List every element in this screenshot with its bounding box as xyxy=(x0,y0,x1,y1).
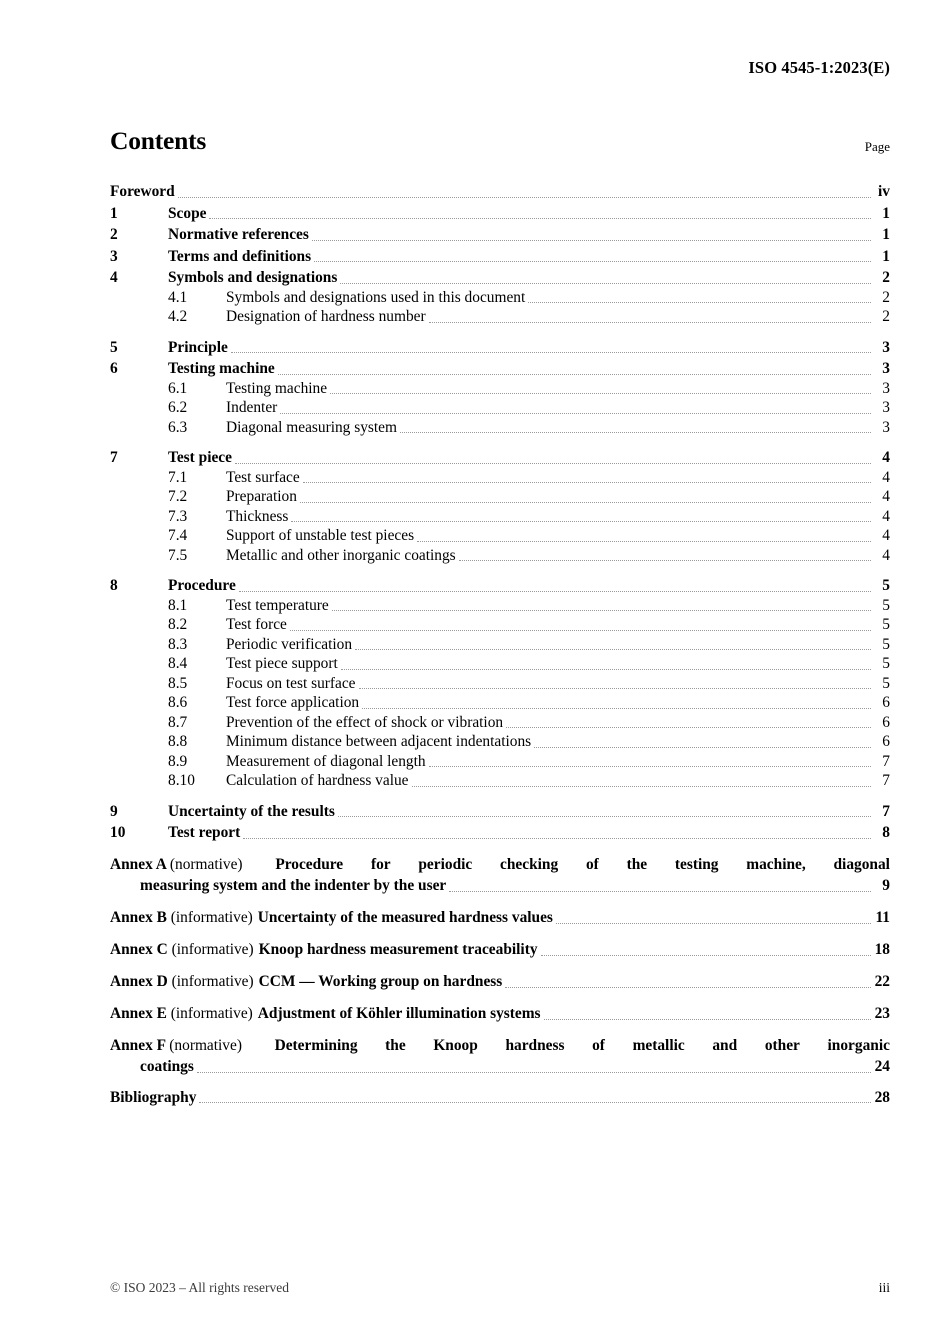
toc-entry-page: 7 xyxy=(882,802,890,820)
toc-entry-label: Test report xyxy=(168,824,241,841)
dot-leader xyxy=(340,283,871,284)
toc-entry-page: 1 xyxy=(882,247,890,265)
toc-entry-number: 8 xyxy=(110,577,118,594)
toc-entry-page: 2 xyxy=(882,308,890,325)
toc-entry-number: 8.6 xyxy=(168,694,188,711)
dot-leader xyxy=(291,521,871,522)
toc-subclause-entry[interactable] xyxy=(110,635,890,655)
annex-title-word: the xyxy=(626,855,648,873)
annex-label: Annex C xyxy=(110,940,168,958)
toc-entry-label: Symbols and designations used in this document xyxy=(226,288,526,306)
toc-entry-number: 5 xyxy=(110,338,118,356)
annex-label: Annex F xyxy=(110,1036,166,1054)
toc-entry-label: Test force application xyxy=(226,694,360,711)
toc-entry-number: 6 xyxy=(110,360,118,377)
annex-title-word: of xyxy=(585,855,599,873)
annex-title-word: other xyxy=(764,1036,800,1054)
toc-subclause-entry[interactable] xyxy=(110,526,890,546)
toc-annex-line-2 xyxy=(110,1056,890,1077)
toc-subclause-entry[interactable] xyxy=(110,418,890,438)
dot-leader xyxy=(209,218,871,219)
toc-clause-entry[interactable] xyxy=(110,182,890,202)
document-footer xyxy=(110,1280,890,1300)
toc-clause-entry[interactable] xyxy=(110,802,890,822)
dot-leader xyxy=(300,502,871,503)
dot-leader xyxy=(359,688,871,689)
toc-entry-number: 7.5 xyxy=(168,546,188,564)
toc-entry-page: 4 xyxy=(882,527,890,544)
toc-clause-entry[interactable] xyxy=(110,823,890,843)
toc-entry-page: 6 xyxy=(882,713,890,731)
toc-entry-number: 7 xyxy=(110,449,118,466)
annex-kind: (informative) xyxy=(171,972,254,990)
toc-annex-line xyxy=(110,907,890,928)
toc-subclause-entry[interactable] xyxy=(110,398,890,418)
dot-leader xyxy=(541,955,871,956)
toc-entry-page: iv xyxy=(878,183,890,200)
dot-leader xyxy=(280,413,871,414)
annex-kind: (normative) xyxy=(169,1036,242,1054)
toc-entry-label: Designation of hardness number xyxy=(226,308,426,325)
toc-entry-page: 5 xyxy=(882,674,890,692)
copyright-notice: © ISO 2023 – All rights reserved xyxy=(110,1280,289,1295)
toc-clause-entry[interactable] xyxy=(110,268,890,288)
annex-title-word: Procedure xyxy=(275,855,344,873)
annex-head-group xyxy=(110,1003,258,1024)
annex-label: Annex E xyxy=(110,1004,167,1022)
toc-subclause-entry[interactable] xyxy=(110,654,890,674)
annex-label: Annex B xyxy=(110,908,167,926)
toc-entry-number: 6.1 xyxy=(168,379,188,397)
toc-clause-entry[interactable] xyxy=(110,247,890,267)
toc-entry-number: 4.1 xyxy=(168,288,188,306)
toc-annex-line-2 xyxy=(110,875,890,896)
toc-subclause-entry[interactable] xyxy=(110,693,890,713)
toc-entry-page: 2 xyxy=(882,288,890,306)
annex-label: Annex D xyxy=(110,972,168,990)
annex-title-word: checking xyxy=(500,855,559,873)
dot-leader xyxy=(290,630,871,631)
toc-entry-label: Calculation of hardness value xyxy=(226,772,409,789)
toc-subclause-entry[interactable] xyxy=(110,288,890,308)
toc-entry-label: Procedure xyxy=(168,577,236,594)
toc-entry-number: 6.3 xyxy=(168,418,188,436)
page-title: Contents xyxy=(110,126,207,155)
toc-entry-page: 11 xyxy=(875,908,890,926)
toc-annex-line xyxy=(110,939,890,960)
dot-leader xyxy=(544,1019,871,1020)
toc-entry-label: Test temperature xyxy=(226,596,329,614)
toc-subclause-entry[interactable] xyxy=(110,674,890,694)
dot-leader xyxy=(506,727,871,728)
toc-entry-label: Terms and definitions xyxy=(168,247,312,265)
toc-entry-page: 18 xyxy=(874,940,890,958)
dot-leader xyxy=(332,610,871,611)
toc-entry-number: 8.2 xyxy=(168,616,188,633)
toc-entry-page: 5 xyxy=(882,616,890,633)
toc-clause-entry[interactable] xyxy=(110,359,890,379)
toc-entry-number: 9 xyxy=(110,802,118,820)
toc-entry-label: Support of unstable test pieces xyxy=(226,527,415,544)
dot-leader xyxy=(312,240,871,241)
toc-annex-entry[interactable] xyxy=(110,854,890,896)
toc-entry-label: Test piece support xyxy=(226,655,338,672)
toc-bibliography-entry[interactable] xyxy=(110,1088,890,1108)
dot-leader xyxy=(338,816,871,817)
toc-annex-entry[interactable] xyxy=(110,971,890,992)
toc-subclause-entry[interactable] xyxy=(110,468,890,488)
toc-clause-entry[interactable] xyxy=(110,338,890,358)
page-column-header: Page xyxy=(864,139,890,154)
toc-entry-page: 8 xyxy=(882,824,890,841)
annex-title-word: of xyxy=(592,1036,605,1054)
dot-leader xyxy=(449,891,871,892)
toc-entry-page: 1 xyxy=(882,204,890,222)
annex-title-word: machine, xyxy=(746,855,806,873)
toc-entry-number: 8.10 xyxy=(168,772,195,789)
toc-subclause-entry[interactable] xyxy=(110,732,890,752)
toc-entry-page: 5 xyxy=(882,635,890,653)
toc-entry-label: Foreword xyxy=(110,183,175,200)
toc-clause-entry[interactable] xyxy=(110,225,890,245)
toc-entry-label: Diagonal measuring system xyxy=(226,418,397,436)
dot-leader xyxy=(412,786,872,787)
toc-entry-number: 8.9 xyxy=(168,752,188,770)
annex-title: CCM — Working group on hardness xyxy=(258,972,503,990)
toc-entry-label: Testing machine xyxy=(226,379,328,397)
toc-entry-page: 5 xyxy=(882,577,890,594)
toc-annex-entry[interactable] xyxy=(110,939,890,960)
toc-annex-entry[interactable] xyxy=(110,1035,890,1077)
dot-leader xyxy=(362,708,871,709)
annex-title: Uncertainty of the measured hardness values xyxy=(257,908,553,926)
toc-entry-number: 10 xyxy=(110,824,126,841)
dot-leader xyxy=(243,838,871,839)
toc-entry-label: Testing machine xyxy=(168,360,275,377)
toc-annex-line-1 xyxy=(110,1035,890,1056)
document-header: ISO 4545-1:2023(E) xyxy=(748,58,890,77)
toc-entry-label: Symbols and designations xyxy=(168,269,338,286)
toc-entry-label: Minimum distance between adjacent indentations xyxy=(226,733,532,750)
toc-entry-label: Bibliography xyxy=(110,1088,197,1106)
toc-subclause-entry[interactable] xyxy=(110,307,890,327)
toc-entry-number: 7.1 xyxy=(168,468,188,486)
toc-annex-entry[interactable] xyxy=(110,907,890,928)
annex-head-group xyxy=(110,854,248,875)
table-of-contents xyxy=(110,182,890,1107)
toc-annex-line xyxy=(110,1003,890,1024)
toc-entry-page: 6 xyxy=(882,733,890,750)
toc-entry-label: Periodic verification xyxy=(226,635,353,653)
toc-entry-page: 3 xyxy=(882,418,890,436)
toc-entry-label: Metallic and other inorganic coatings xyxy=(226,546,456,564)
dot-leader xyxy=(355,649,871,650)
toc-annex-line-1 xyxy=(110,854,890,875)
annex-title-word: inorganic xyxy=(827,1036,890,1054)
toc-clause-entry[interactable] xyxy=(110,576,890,596)
annex-title-word: the xyxy=(385,1036,406,1054)
toc-entry-number: 8.8 xyxy=(168,733,188,750)
toc-entry-page: 4 xyxy=(882,488,890,505)
annex-title-word: metallic xyxy=(632,1036,685,1054)
dot-leader xyxy=(528,302,871,303)
annex-title-word: for xyxy=(370,855,391,873)
annex-title-word: hardness xyxy=(505,1036,565,1054)
annex-title-word: testing xyxy=(674,855,719,873)
toc-annex-entry[interactable] xyxy=(110,1003,890,1024)
toc-entry-number: 4 xyxy=(110,269,118,286)
toc-entry-label: Indenter xyxy=(226,399,278,416)
toc-subclause-entry[interactable] xyxy=(110,615,890,635)
toc-entry-page: 5 xyxy=(882,655,890,672)
toc-entry-label: Normative references xyxy=(168,226,309,243)
annex-head-group xyxy=(110,1035,247,1056)
toc-entry-page: 7 xyxy=(882,772,890,789)
toc-entry-page: 24 xyxy=(874,1057,890,1075)
annex-head-group xyxy=(110,971,259,992)
annex-title: Knoop hardness measurement traceability xyxy=(258,940,538,958)
dot-leader xyxy=(239,591,871,592)
toc-entry-page: 4 xyxy=(882,468,890,486)
dot-leader xyxy=(197,1072,871,1073)
toc-entry-number: 8.4 xyxy=(168,655,188,672)
dot-leader xyxy=(534,747,871,748)
toc-entry-page: 3 xyxy=(882,399,890,416)
toc-subclause-entry[interactable] xyxy=(110,379,890,399)
dot-leader xyxy=(459,560,871,561)
dot-leader xyxy=(314,261,871,262)
toc-subclause-entry[interactable] xyxy=(110,546,890,566)
dot-leader xyxy=(505,987,871,988)
dot-leader xyxy=(556,923,871,924)
toc-entry-page: 22 xyxy=(874,972,890,990)
annex-title-continued: measuring system and the indenter by the user xyxy=(140,876,447,894)
toc-entry-number: 7.4 xyxy=(168,527,188,544)
toc-entry-page: 3 xyxy=(882,379,890,397)
toc-subclause-entry[interactable] xyxy=(110,596,890,616)
dot-leader xyxy=(235,463,871,464)
toc-entry-number: 8.7 xyxy=(168,713,188,731)
toc-entry-label: Scope xyxy=(168,204,207,222)
toc-entry-number: 7.2 xyxy=(168,488,188,505)
annex-kind: (normative) xyxy=(169,855,243,873)
dot-leader xyxy=(199,1102,871,1103)
annex-label: Annex A xyxy=(110,855,167,873)
annex-title: Adjustment of Köhler illumination systems xyxy=(257,1004,541,1022)
toc-entry-page: 3 xyxy=(882,338,890,356)
dot-leader xyxy=(303,482,871,483)
toc-entry-number: 8.5 xyxy=(168,674,188,692)
toc-entry-number: 8.3 xyxy=(168,635,188,653)
toc-entry-number: 2 xyxy=(110,226,118,243)
annex-title-word: and xyxy=(712,1036,738,1054)
toc-entry-label: Measurement of diagonal length xyxy=(226,752,426,770)
toc-entry-page: 4 xyxy=(882,507,890,525)
annex-title-word: diagonal xyxy=(833,855,890,873)
annex-kind: (informative) xyxy=(171,940,254,958)
annex-kind: (informative) xyxy=(170,908,253,926)
toc-entry-number: 1 xyxy=(110,204,118,222)
toc-entry-page: 23 xyxy=(874,1004,890,1022)
toc-entry-number: 7.3 xyxy=(168,507,188,525)
annex-title-word: Determining xyxy=(274,1036,358,1054)
toc-subclause-entry[interactable] xyxy=(110,487,890,507)
dot-leader xyxy=(429,322,871,323)
dot-leader xyxy=(231,352,871,353)
annex-title-word: Knoop xyxy=(433,1036,478,1054)
toc-subclause-entry[interactable] xyxy=(110,713,890,733)
dot-leader xyxy=(330,393,871,394)
annex-kind: (informative) xyxy=(170,1004,253,1022)
dot-leader xyxy=(341,669,871,670)
toc-entry-page: 9 xyxy=(882,876,890,894)
annex-title-word: periodic xyxy=(418,855,473,873)
toc-entry-number: 3 xyxy=(110,247,118,265)
dot-leader xyxy=(178,197,871,198)
toc-entry-page: 3 xyxy=(882,360,890,377)
annex-head-group xyxy=(110,907,258,928)
dot-leader xyxy=(429,766,871,767)
annex-title-continued: coatings xyxy=(140,1057,194,1075)
toc-entry-label: Test piece xyxy=(168,449,232,466)
dot-leader xyxy=(278,374,871,375)
toc-entry-label: Focus on test surface xyxy=(226,674,356,692)
toc-entry-label: Uncertainty of the results xyxy=(168,802,335,820)
dot-leader xyxy=(417,541,871,542)
toc-entry-page: 2 xyxy=(882,269,890,286)
toc-annex-line xyxy=(110,971,890,992)
toc-subclause-entry[interactable] xyxy=(110,752,890,772)
toc-entry-number: 6.2 xyxy=(168,399,188,416)
toc-entry-number: 8.1 xyxy=(168,596,188,614)
toc-entry-page: 1 xyxy=(882,226,890,243)
toc-entry-page: 28 xyxy=(874,1088,890,1106)
toc-entry-label: Principle xyxy=(168,338,228,356)
toc-entry-label: Thickness xyxy=(226,507,289,525)
toc-subclause-entry[interactable] xyxy=(110,507,890,527)
dot-leader xyxy=(400,432,871,433)
toc-entry-page: 6 xyxy=(882,694,890,711)
toc-entry-number: 4.2 xyxy=(168,308,188,325)
toc-entry-label: Test force xyxy=(226,616,287,633)
annex-head-group xyxy=(110,939,259,960)
toc-entry-page: 7 xyxy=(882,752,890,770)
contents-title-row xyxy=(110,128,890,164)
toc-clause-entry[interactable] xyxy=(110,204,890,224)
toc-entry-label: Test surface xyxy=(226,468,300,486)
toc-entry-label: Preparation xyxy=(226,488,297,505)
toc-entry-label: Prevention of the effect of shock or vibration xyxy=(226,713,504,731)
toc-subclause-entry[interactable] xyxy=(110,771,890,791)
page-folio: iii xyxy=(878,1280,890,1295)
toc-entry-page: 5 xyxy=(882,596,890,614)
toc-entry-page: 4 xyxy=(882,449,890,466)
toc-clause-entry[interactable] xyxy=(110,448,890,468)
toc-entry-page: 4 xyxy=(882,546,890,564)
